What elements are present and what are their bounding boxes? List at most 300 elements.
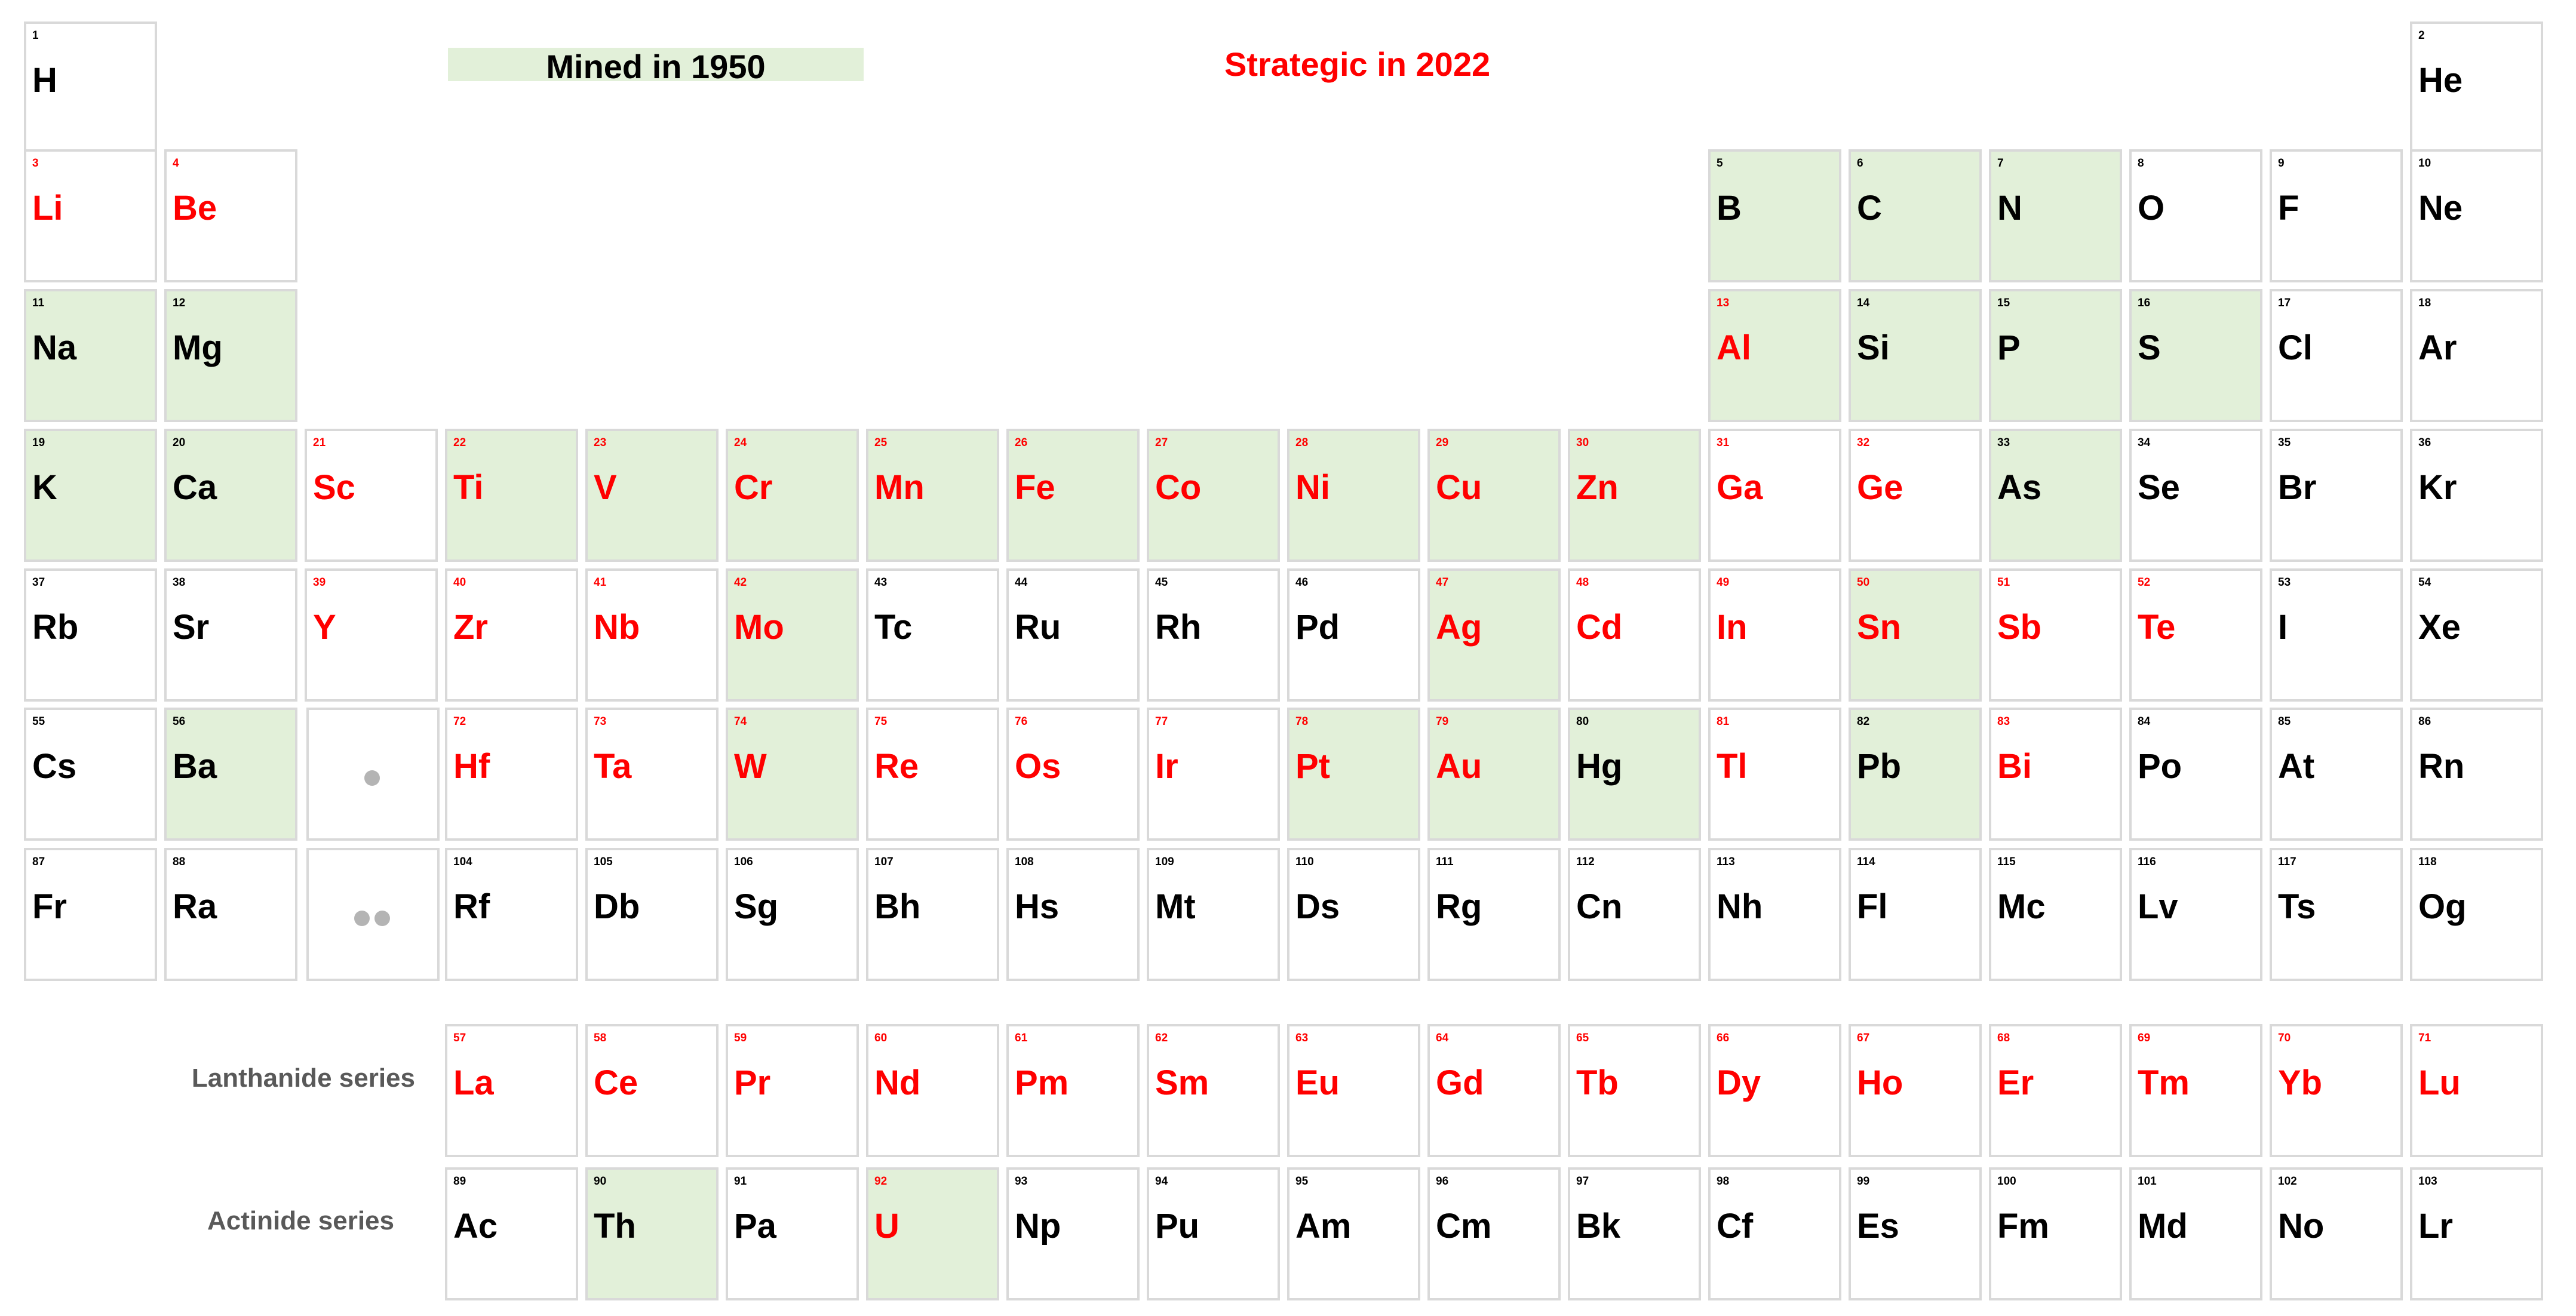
element-cell-th [585,1167,719,1300]
atomic-number: 19 [32,436,45,449]
element-cell-tl [1708,708,1841,841]
element-cell-ac [445,1167,578,1300]
atomic-number: 49 [1717,576,1730,589]
element-cell-nh [1708,848,1841,981]
element-symbol: Lr [2418,1207,2453,1246]
element-cell-am [1287,1167,1420,1300]
element-symbol: Og [2418,887,2467,926]
element-cell-ne [2410,149,2543,282]
element-symbol: Tl [1717,747,1748,786]
atomic-number: 36 [2418,436,2431,449]
atomic-number: 27 [1155,436,1168,449]
element-symbol: Er [1997,1063,2034,1102]
element-cell-au [1427,708,1561,841]
atomic-number: 37 [32,576,45,589]
atomic-number: 43 [874,576,888,589]
element-cell-ti [445,429,578,562]
element-symbol: F [2278,189,2299,227]
element-symbol: Ni [1295,468,1330,507]
element-symbol: Sg [734,887,779,926]
element-cell-pr [726,1024,859,1157]
element-cell-no [2270,1167,2403,1300]
element-cell-db [585,848,719,981]
atomic-number: 86 [2418,715,2431,728]
atomic-number: 113 [1717,856,1735,868]
atomic-number: 32 [1857,436,1870,449]
element-cell-cd [1568,568,1701,702]
atomic-number: 116 [2138,856,2156,868]
element-cell-es [1849,1167,1982,1300]
atomic-number: 41 [594,576,607,589]
element-symbol: Bk [1576,1207,1621,1246]
element-cell-mc [1989,848,2122,981]
element-cell-eu [1287,1024,1420,1157]
element-cell-sc [305,429,438,562]
atomic-number: 68 [1997,1032,2010,1044]
element-symbol: Ge [1857,468,1903,507]
element-cell-mt [1147,848,1280,981]
element-symbol: Pa [734,1207,776,1246]
element-cell-ts [2270,848,2403,981]
element-cell-bh [866,848,999,981]
element-cell-rn [2410,708,2543,841]
atomic-number: 71 [2418,1032,2431,1044]
element-cell-p [1989,289,2122,422]
element-symbol: Nd [874,1063,921,1102]
element-symbol: Mc [1997,887,2046,926]
element-symbol: Os [1015,747,1061,786]
element-symbol: Ta [594,747,632,786]
element-symbol: Cm [1436,1207,1492,1246]
actinide-placeholder-cell [306,848,440,981]
element-cell-se [2129,429,2262,562]
element-cell-bi [1989,708,2122,841]
element-cell-li [24,149,157,282]
atomic-number: 51 [1997,576,2010,589]
element-cell-fm [1989,1167,2122,1300]
element-symbol: Ne [2418,189,2463,227]
element-symbol: Lv [2138,887,2178,926]
element-symbol: He [2418,61,2463,100]
atomic-number: 77 [1155,715,1168,728]
atomic-number: 87 [32,856,45,868]
element-symbol: Ba [173,747,217,786]
atomic-number: 47 [1436,576,1449,589]
atomic-number: 48 [1576,576,1589,589]
element-symbol: W [734,747,767,786]
atomic-number: 97 [1576,1175,1589,1188]
atomic-number: 61 [1015,1032,1028,1044]
element-cell-c [1849,149,1982,282]
element-cell-mn [866,429,999,562]
atomic-number: 22 [453,436,466,449]
element-symbol: Mn [874,468,925,507]
element-cell-cs [24,708,157,841]
element-cell-br [2270,429,2403,562]
actinide-marker-dot-icon [374,911,390,926]
element-symbol: Fr [32,887,67,926]
element-cell-pm [1006,1024,1140,1157]
atomic-number: 2 [2418,29,2425,42]
element-cell-cm [1427,1167,1561,1300]
atomic-number: 60 [874,1032,888,1044]
atomic-number: 70 [2278,1032,2291,1044]
element-cell-tb [1568,1024,1701,1157]
element-symbol: Bi [1997,747,2032,786]
element-symbol: Be [173,189,217,227]
atomic-number: 8 [2138,157,2144,170]
element-symbol: Cd [1576,608,1623,647]
atomic-number: 40 [453,576,466,589]
element-cell-u [866,1167,999,1300]
element-symbol: Se [2138,468,2180,507]
element-symbol: Y [313,608,336,647]
atomic-number: 98 [1717,1175,1730,1188]
element-cell-cu [1427,429,1561,562]
atomic-number: 25 [874,436,888,449]
element-symbol: Yb [2278,1063,2323,1102]
element-symbol: Ga [1717,468,1763,507]
element-cell-rb [24,568,157,702]
element-cell-lv [2129,848,2262,981]
element-symbol: Co [1155,468,1202,507]
element-cell-po [2129,708,2262,841]
atomic-number: 105 [594,856,613,868]
element-cell-la [445,1024,578,1157]
element-symbol: Sr [173,608,210,647]
element-symbol: H [32,61,57,100]
element-symbol: Pd [1295,608,1340,647]
element-symbol: Lu [2418,1063,2461,1102]
atomic-number: 88 [173,856,186,868]
element-symbol: U [874,1207,899,1246]
element-symbol: Ce [594,1063,638,1102]
element-symbol: Fm [1997,1207,2049,1246]
atomic-number: 111 [1436,856,1454,868]
element-cell-hs [1006,848,1140,981]
atomic-number: 103 [2418,1175,2437,1188]
atomic-number: 6 [1857,157,1863,170]
element-cell-k [24,429,157,562]
element-symbol: Cf [1717,1207,1754,1246]
atomic-number: 114 [1857,856,1875,868]
element-symbol: Pb [1857,747,1902,786]
element-cell-w [726,708,859,841]
atomic-number: 72 [453,715,466,728]
atomic-number: 80 [1576,715,1589,728]
element-cell-ce [585,1024,719,1157]
lanthanide-placeholder-cell [306,708,440,841]
element-cell-cr [726,429,859,562]
atomic-number: 13 [1717,297,1730,309]
atomic-number: 34 [2138,436,2151,449]
element-symbol: Eu [1295,1063,1340,1102]
actinide-marker-dot-icon [354,911,370,926]
element-symbol: Tb [1576,1063,1619,1102]
atomic-number: 91 [734,1175,747,1188]
element-cell-rg [1427,848,1561,981]
element-cell-b [1708,149,1841,282]
atomic-number: 101 [2138,1175,2157,1188]
element-symbol: Dy [1717,1063,1761,1102]
legend-mined-1950: Mined in 1950 [448,48,864,81]
element-symbol: Cn [1576,887,1623,926]
element-symbol: Mo [734,608,784,647]
atomic-number: 100 [1997,1175,2016,1188]
element-symbol: Xe [2418,608,2461,647]
element-cell-co [1147,429,1280,562]
atomic-number: 42 [734,576,747,589]
element-cell-v [585,429,719,562]
element-cell-cn [1568,848,1701,981]
element-cell-ar [2410,289,2543,422]
element-symbol: Hg [1576,747,1623,786]
atomic-number: 17 [2278,297,2291,309]
element-symbol: Ag [1436,608,1482,647]
element-cell-re [866,708,999,841]
element-symbol: Nh [1717,887,1763,926]
atomic-number: 11 [32,297,45,309]
element-symbol: Pr [734,1063,771,1102]
atomic-number: 39 [313,576,326,589]
element-cell-be [164,149,297,282]
element-cell-pb [1849,708,1982,841]
element-symbol: Es [1857,1207,1899,1246]
element-cell-he [2410,21,2543,155]
atomic-number: 92 [874,1175,888,1188]
element-symbol: Re [874,747,919,786]
element-symbol: Mt [1155,887,1196,926]
atomic-number: 102 [2278,1175,2297,1188]
atomic-number: 50 [1857,576,1870,589]
element-symbol: S [2138,328,2161,367]
element-cell-yb [2270,1024,2403,1157]
element-cell-rh [1147,568,1280,702]
element-cell-ba [164,708,297,841]
element-cell-md [2129,1167,2262,1300]
atomic-number: 67 [1857,1032,1870,1044]
atomic-number: 63 [1295,1032,1309,1044]
element-cell-i [2270,568,2403,702]
element-cell-mg [164,289,297,422]
element-cell-pd [1287,568,1420,702]
element-symbol: Rg [1436,887,1482,926]
atomic-number: 58 [594,1032,607,1044]
atomic-number: 3 [32,157,39,170]
element-cell-pt [1287,708,1420,841]
element-cell-pa [726,1167,859,1300]
element-symbol: Ds [1295,887,1340,926]
element-symbol: B [1717,189,1742,227]
element-cell-dy [1708,1024,1841,1157]
element-cell-rf [445,848,578,981]
element-cell-er [1989,1024,2122,1157]
atomic-number: 73 [594,715,607,728]
element-symbol: Ho [1857,1063,1903,1102]
element-cell-fe [1006,429,1140,562]
element-symbol: Gd [1436,1063,1484,1102]
atomic-number: 95 [1295,1175,1309,1188]
atomic-number: 57 [453,1032,466,1044]
element-cell-te [2129,568,2262,702]
atomic-number: 110 [1295,856,1314,868]
element-symbol: Sn [1857,608,1902,647]
element-symbol: In [1717,608,1748,647]
element-symbol: Cs [32,747,77,786]
element-symbol: Th [594,1207,636,1246]
element-symbol: Ca [173,468,217,507]
element-cell-sm [1147,1024,1280,1157]
atomic-number: 75 [874,715,888,728]
element-symbol: Tc [874,608,913,647]
atomic-number: 23 [594,436,607,449]
atomic-number: 20 [173,436,186,449]
element-cell-sg [726,848,859,981]
atomic-number: 83 [1997,715,2010,728]
element-symbol: Sb [1997,608,2042,647]
element-cell-zn [1568,429,1701,562]
element-symbol: Ru [1015,608,1061,647]
atomic-number: 62 [1155,1032,1168,1044]
element-cell-ni [1287,429,1420,562]
atomic-number: 45 [1155,576,1168,589]
element-cell-sr [164,568,297,702]
atomic-number: 53 [2278,576,2291,589]
element-symbol: Ac [453,1207,498,1246]
atomic-number: 76 [1015,715,1028,728]
atomic-number: 59 [734,1032,747,1044]
atomic-number: 106 [734,856,753,868]
element-symbol: O [2138,189,2165,227]
element-cell-tm [2129,1024,2262,1157]
atomic-number: 93 [1015,1175,1028,1188]
element-cell-ho [1849,1024,1982,1157]
element-symbol: Am [1295,1207,1352,1246]
atomic-number: 85 [2278,715,2291,728]
element-symbol: Md [2138,1207,2188,1246]
atomic-number: 115 [1997,856,2016,868]
element-cell-bk [1568,1167,1701,1300]
atomic-number: 79 [1436,715,1449,728]
element-symbol: Hf [453,747,490,786]
element-symbol: Rb [32,608,79,647]
element-symbol: Cl [2278,328,2313,367]
element-symbol: V [594,468,617,507]
element-symbol: Hs [1015,887,1060,926]
atomic-number: 96 [1436,1175,1449,1188]
element-cell-pu [1147,1167,1280,1300]
element-symbol: N [1997,189,2022,227]
element-cell-ca [164,429,297,562]
element-cell-ru [1006,568,1140,702]
atomic-number: 74 [734,715,747,728]
element-cell-tc [866,568,999,702]
element-symbol: As [1997,468,2042,507]
atomic-number: 44 [1015,576,1028,589]
atomic-number: 69 [2138,1032,2151,1044]
element-cell-cf [1708,1167,1841,1300]
element-cell-n [1989,149,2122,282]
element-symbol: Au [1436,747,1482,786]
element-cell-os [1006,708,1140,841]
element-cell-ge [1849,429,1982,562]
element-symbol: Fe [1015,468,1055,507]
element-cell-f [2270,149,2403,282]
atomic-number: 54 [2418,576,2431,589]
element-cell-lu [2410,1024,2543,1157]
element-symbol: Zn [1576,468,1619,507]
atomic-number: 31 [1717,436,1730,449]
atomic-number: 26 [1015,436,1028,449]
element-symbol: Kr [2418,468,2457,507]
atomic-number: 18 [2418,297,2431,309]
element-symbol: Rn [2418,747,2465,786]
atomic-number: 56 [173,715,186,728]
element-symbol: Ar [2418,328,2457,367]
element-cell-at [2270,708,2403,841]
atomic-number: 24 [734,436,747,449]
atomic-number: 7 [1997,157,2004,170]
element-cell-nd [866,1024,999,1157]
atomic-number: 1 [32,29,39,42]
element-symbol: Te [2138,608,2176,647]
element-cell-al [1708,289,1841,422]
atomic-number: 117 [2278,856,2296,868]
element-symbol: Np [1015,1207,1061,1246]
atomic-number: 65 [1576,1032,1589,1044]
atomic-number: 16 [2138,297,2151,309]
element-cell-xe [2410,568,2543,702]
element-symbol: Pu [1155,1207,1200,1246]
element-symbol: Si [1857,328,1890,367]
element-symbol: Sm [1155,1063,1209,1102]
element-cell-np [1006,1167,1140,1300]
atomic-number: 94 [1155,1175,1168,1188]
element-symbol: Pm [1015,1063,1069,1102]
element-symbol: Al [1717,328,1751,367]
element-cell-as [1989,429,2122,562]
element-cell-ga [1708,429,1841,562]
atomic-number: 5 [1717,157,1723,170]
atomic-number: 38 [173,576,186,589]
element-symbol: Bh [874,887,921,926]
element-symbol: At [2278,747,2315,786]
atomic-number: 15 [1997,297,2010,309]
element-symbol: Ti [453,468,484,507]
element-cell-hg [1568,708,1701,841]
element-cell-y [305,568,438,702]
element-symbol: Ts [2278,887,2316,926]
atomic-number: 9 [2278,157,2285,170]
atomic-number: 52 [2138,576,2151,589]
atomic-number: 21 [313,436,326,449]
element-symbol: Cr [734,468,773,507]
element-symbol: Na [32,328,77,367]
atomic-number: 46 [1295,576,1309,589]
element-symbol: C [1857,189,1882,227]
element-cell-ag [1427,568,1561,702]
element-symbol: Br [2278,468,2317,507]
element-cell-ir [1147,708,1280,841]
element-cell-kr [2410,429,2543,562]
element-symbol: Rf [453,887,490,926]
element-cell-nb [585,568,719,702]
element-symbol: P [1997,328,2021,367]
legend-strategic-2022: Strategic in 2022 [1224,45,1491,83]
lanthanide-marker-dot-icon [364,770,380,786]
element-cell-fr [24,848,157,981]
element-symbol: K [32,468,57,507]
